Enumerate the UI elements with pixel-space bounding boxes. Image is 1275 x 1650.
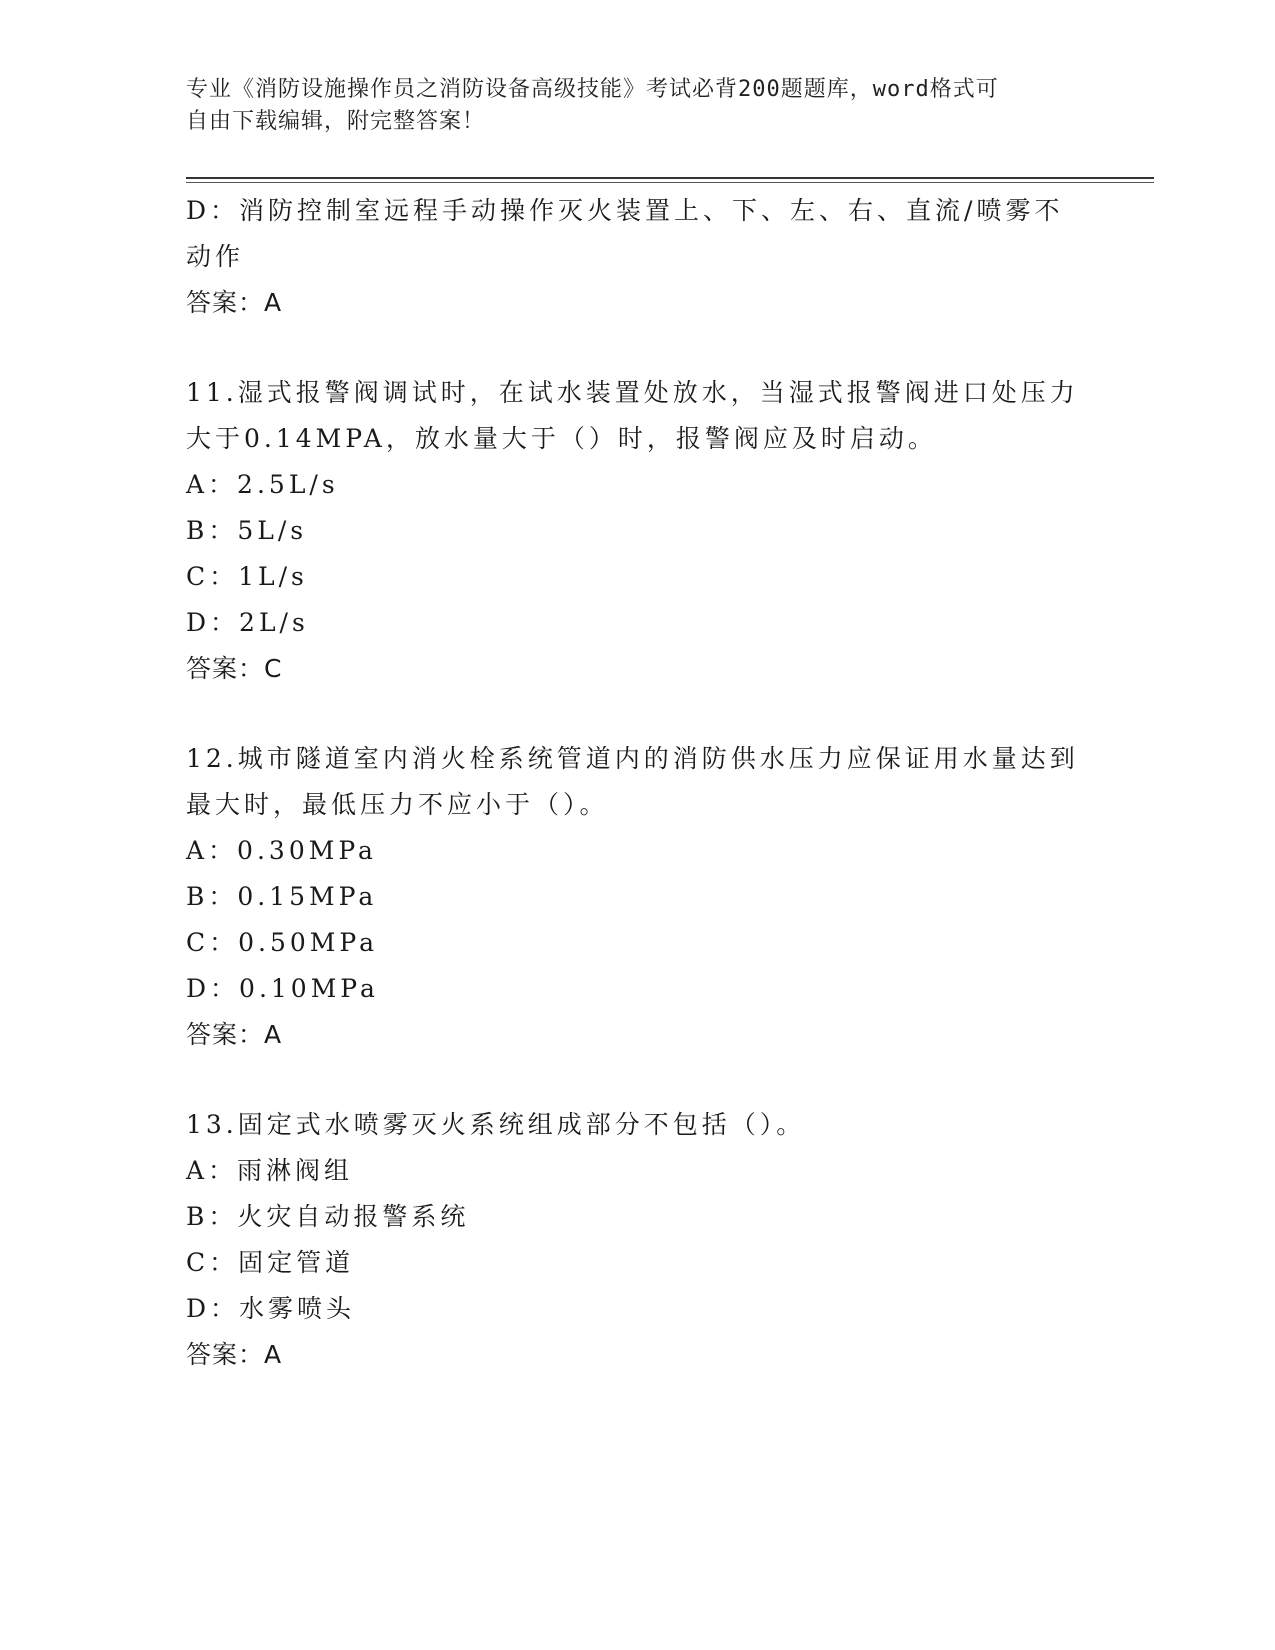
question-stem-continued: 大于0.14MPA，放水量大于（）时，报警阀应及时启动。 [186, 424, 937, 453]
option-d: D：消防控制室远程手动操作灭火装置上、下、左、右、直流/喷雾不 [186, 196, 1064, 225]
document-header [186, 74, 1066, 138]
option-c: C：固定管道 [186, 1248, 355, 1277]
answer-line: 答案：A [186, 1020, 283, 1049]
answer-line: 答案：A [186, 1340, 283, 1369]
question-11 [186, 370, 1086, 692]
option-c: C：1L/s [186, 562, 308, 591]
header-divider-thick [186, 177, 1154, 179]
question-stem: 11.湿式报警阀调试时，在试水装置处放水，当湿式报警阀进口处压力 [186, 378, 1079, 407]
question-list [186, 188, 1086, 1378]
option-a: A：2.5L/s [186, 470, 339, 499]
option-a: A：0.30MPa [186, 836, 377, 865]
answer-line: 答案：A [186, 288, 283, 317]
header-divider-thin [186, 182, 1154, 183]
option-b: B：火灾自动报警系统 [186, 1202, 470, 1231]
question-stem-continued: 最大时，最低压力不应小于（）。 [186, 790, 609, 819]
question-stem: 13.固定式水喷雾灭火系统组成部分不包括（）。 [186, 1110, 806, 1139]
option-b: B：5L/s [186, 516, 308, 545]
option-c: C：0.50MPa [186, 928, 378, 957]
header-line-1: 专业《消防设施操作员之消防设备高级技能》考试必背200题题库，word格式可 [186, 77, 999, 102]
option-a: A：雨淋阀组 [186, 1156, 354, 1185]
question-13 [186, 1102, 1086, 1378]
option-d: D：水雾喷头 [186, 1294, 356, 1323]
question-12 [186, 736, 1086, 1058]
header-line-2: 自由下载编辑，附完整答案！ [186, 109, 486, 134]
option-d-continued: 动作 [186, 242, 245, 271]
answer-line: 答案：C [186, 654, 283, 683]
question-stem: 12.城市隧道室内消火栓系统管道内的消防供水压力应保证用水量达到 [186, 744, 1079, 773]
option-d: D：2L/s [186, 608, 309, 637]
option-d: D：0.10MPa [186, 974, 379, 1003]
option-b: B：0.15MPa [186, 882, 378, 911]
previous-question-tail [186, 188, 1086, 326]
